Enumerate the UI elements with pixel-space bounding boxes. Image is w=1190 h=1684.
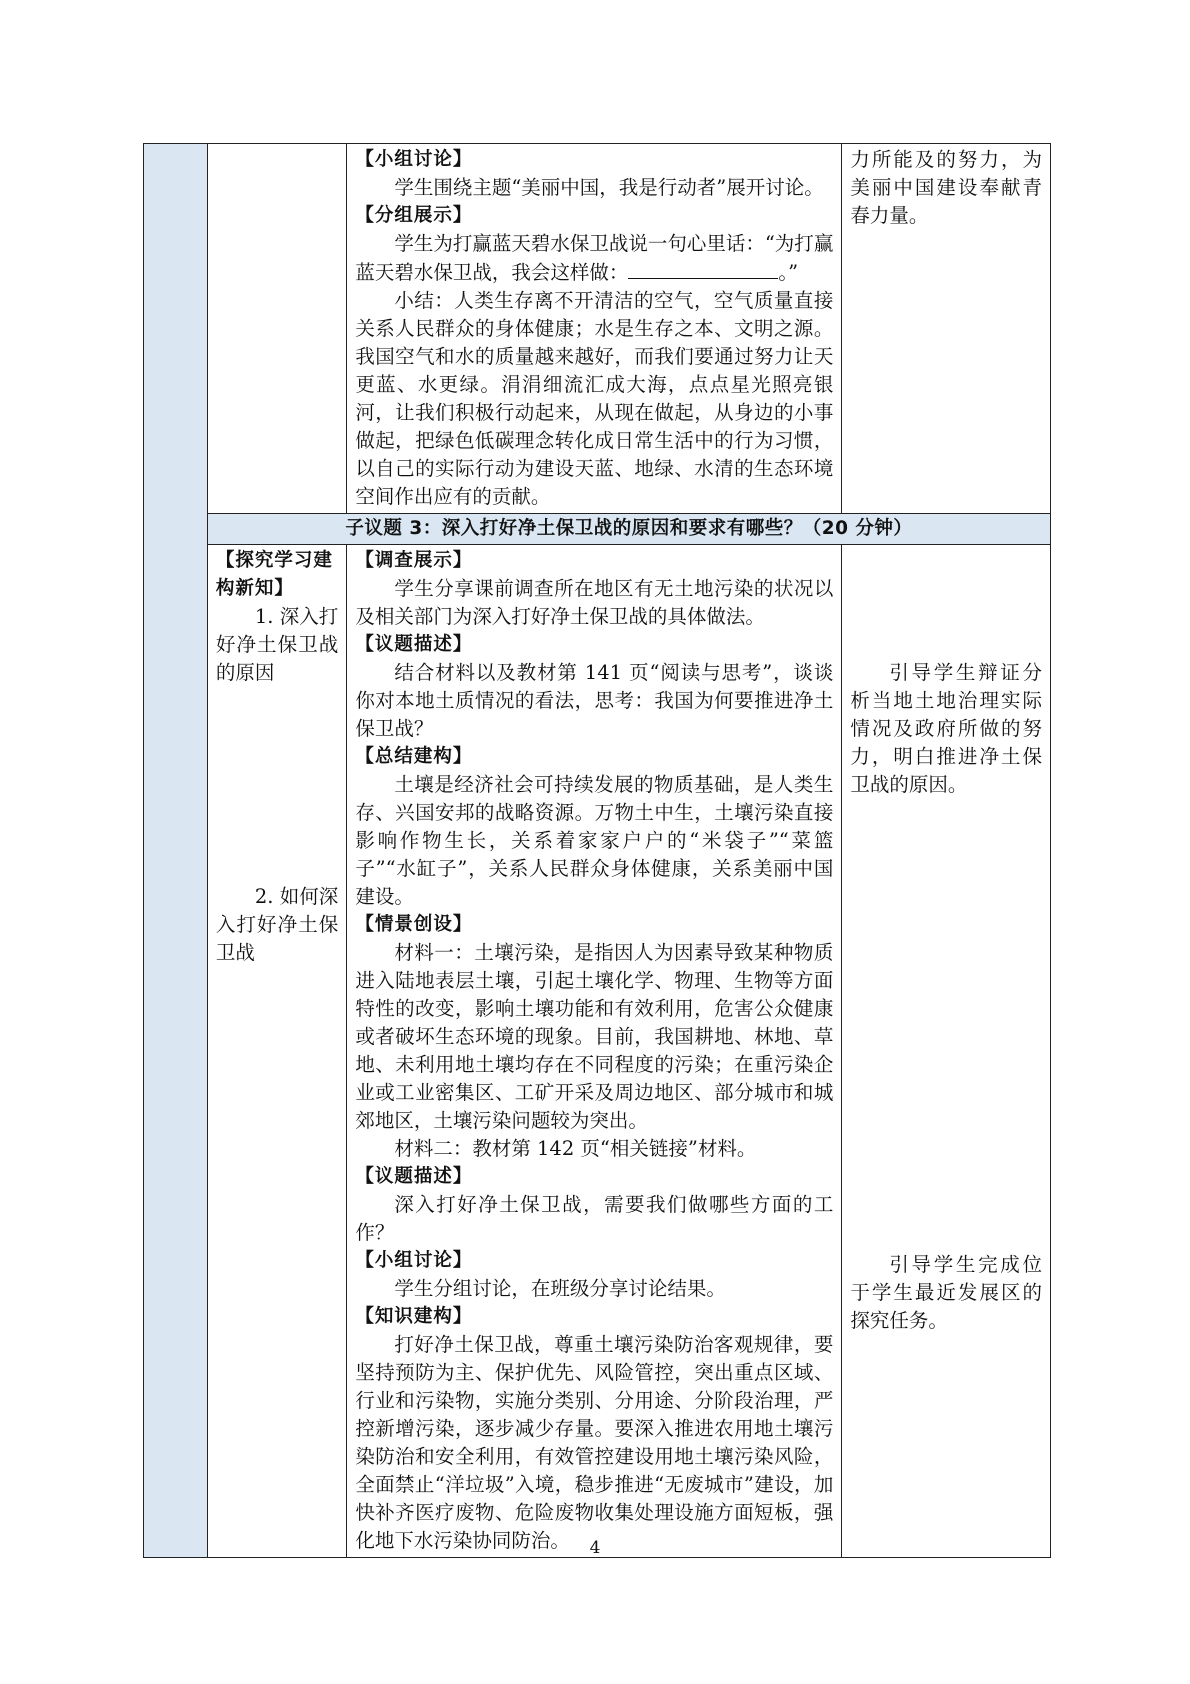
table-row (144, 545, 1051, 1558)
section-heading: 【小组讨论】 (355, 149, 473, 170)
paragraph-text: 学生为打赢蓝天碧水保卫战说一句心里话：“为打赢蓝天碧水保卫战，我会这样做： (355, 232, 834, 284)
paragraph-text: 。” (778, 261, 799, 284)
section-heading: 【情景创设】 (355, 914, 473, 935)
section-heading: 【小组讨论】 (355, 1250, 473, 1271)
paragraph: 结合材料以及教材第 141 页“阅读与思考”，谈谈你对本地土质情况的看法，思考：我国为何要推进净土保卫战？ (355, 661, 834, 740)
paragraph (355, 230, 833, 287)
activity-cell (347, 545, 842, 1558)
design-intent-text: 引导学生辩证分析当地土地治理实际情况及政府所做的努力，明白推进净土保卫战的原因。 (850, 661, 1042, 796)
stage-cell (207, 545, 346, 1558)
paragraph: 学生分组讨论，在班级分享讨论结果。 (394, 1277, 726, 1300)
stage-item-2: 2. 如何深入打好净土保卫战 (215, 885, 339, 964)
design-intent-text: 力所能及的努力，为美丽中国建设奉献青春力量。 (850, 148, 1042, 227)
section-heading: 【知识建构】 (355, 1306, 473, 1327)
subtopic-title: 子议题 3：深入打好净土保卫战的原因和要求有哪些？（20 分钟） (207, 514, 1050, 545)
paragraph: 学生围绕主题“美丽中国，我是行动者”展开讨论。 (394, 176, 824, 199)
section-heading: 【总结建构】 (355, 746, 473, 767)
spacer (850, 799, 1042, 1251)
page-number: 4 (589, 1538, 601, 1558)
paragraph: 学生分享课前调查所在地区有无土地污染的状况以及相关部门为深入打好净土保卫战的具体做法。 (355, 577, 834, 628)
stage-color-column (144, 144, 208, 1558)
paragraph: 土壤是经济社会可持续发展的物质基础，是人类生存、兴国安邦的战略资源。万物土中生，土壤污染直接影响作物生长，关系着家家户户的“米袋子”“菜篮子”“水缸子”，关系人民群众身体健康，关系美丽中国建设。 (355, 773, 834, 908)
intent-cell (842, 144, 1051, 514)
summary-paragraph: 小结：人类生存离不开清洁的空气，空气质量直接关系人民群众的身体健康；水是生存之本、文明之源。我国空气和水的质量越来越好，而我们要通过努力让天更蓝、水更绿。涓涓细流汇成大海，点点星光照亮银河，让我们积极行动起来，从现在做起，从身边的小事做起，把绿色低碳理念转化成日常生活中的行为习惯，以自己的实际行动为建设天蓝、地绿、水清的生态环境空间作出应有的贡献。 (355, 289, 834, 508)
stage-title: 【探究学习建构新知】 (215, 550, 333, 599)
section-heading: 【议题描述】 (355, 634, 473, 655)
material-paragraph: 材料二：教材第 142 页“相关链接”材料。 (394, 1137, 757, 1160)
intent-cell (842, 545, 1051, 1558)
section-heading: 【分组展示】 (355, 205, 473, 226)
section-heading: 【调查展示】 (355, 550, 473, 571)
material-paragraph: 材料一：土壤污染，是指因人为因素导致某种物质进入陆地表层土壤，引起土壤化学、物理、生物等方面特性的改变，影响土壤功能和有效利用，危害公众健康或者破坏生态环境的现象。目前，我国耕地、林地、草地、未利用地土壤均存在不同程度的污染；在重污染企业或工业密集区、工矿开采及周边地区、部分城市和城郊地区，土壤污染问题较为突出。 (355, 941, 834, 1132)
fill-in-blank (628, 258, 778, 279)
spacer (216, 687, 338, 883)
spacer (850, 547, 1042, 659)
lesson-plan-table (143, 143, 1051, 1558)
paragraph: 打好净土保卫战，尊重土壤污染防治客观规律，要坚持预防为主、保护优先、风险管控，突出重点区域、行业和污染物，实施分类别、分用途、分阶段治理，严控新增污染，逐步减少存量。要深入推进农用地土壤污染防治和安全利用，有效管控建设用地土壤污染风险，全面禁止“洋垃圾”入境，稳步推进“无废城市”建设，加快补齐医疗废物、危险废物收集处理设施方面短板，强化地下水污染协同防治。 (355, 1333, 834, 1552)
subtopic-row (144, 514, 1051, 545)
paragraph: 深入打好净土保卫战，需要我们做哪些方面的工作？ (355, 1193, 834, 1244)
activity-cell (347, 144, 842, 514)
stage-item-1: 1. 深入打好净土保卫战的原因 (215, 605, 339, 684)
section-heading: 【议题描述】 (355, 1166, 473, 1187)
design-intent-text: 引导学生完成位于学生最近发展区的探究任务。 (850, 1253, 1042, 1332)
stage-cell-empty (207, 144, 346, 514)
table-row (144, 144, 1051, 514)
